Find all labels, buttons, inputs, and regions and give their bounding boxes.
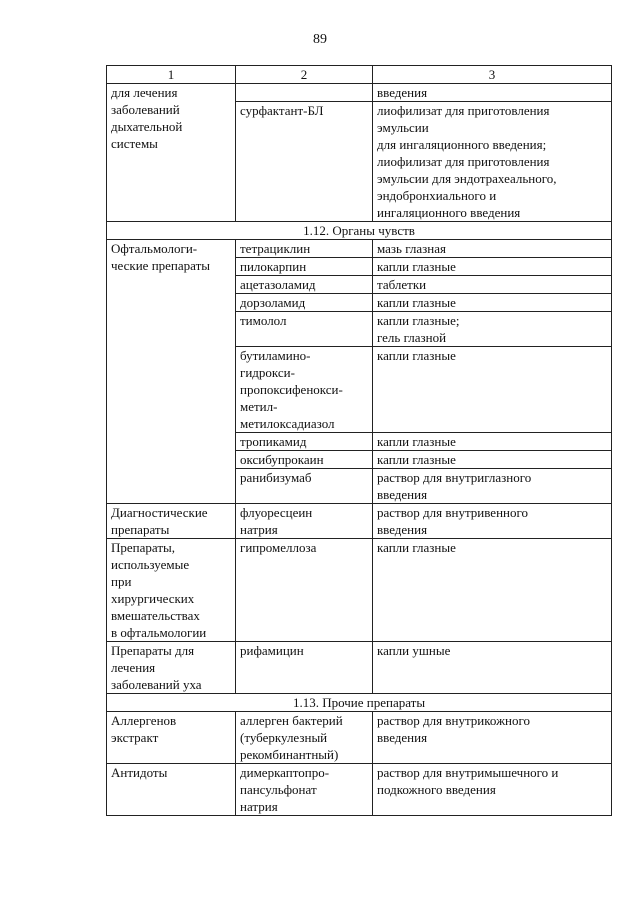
group-cell-line: системы bbox=[111, 136, 158, 151]
table-row bbox=[107, 764, 612, 816]
group-cell-line: заболеваний уха bbox=[111, 677, 202, 692]
form-cell bbox=[373, 102, 612, 222]
form-cell-line: капли глазные bbox=[377, 259, 456, 274]
header-row bbox=[107, 66, 612, 84]
form-cell-line: таблетки bbox=[377, 277, 427, 292]
drug-cell bbox=[236, 84, 373, 102]
drug-cell-line: пансульфонат bbox=[240, 782, 317, 797]
form-cell bbox=[373, 294, 612, 312]
form-cell-line: раствор для внутриглазного bbox=[377, 470, 532, 485]
drug-cell-line: аллерген бактерий bbox=[240, 713, 343, 728]
form-cell bbox=[373, 433, 612, 451]
section-heading: 1.12. Органы чувств bbox=[107, 222, 612, 240]
form-cell-line: ингаляционного введения bbox=[377, 205, 521, 220]
drug-cell-line: оксибупрокаин bbox=[240, 452, 324, 467]
column-header-1: 1 bbox=[107, 66, 236, 84]
form-cell-line: введения bbox=[377, 730, 428, 745]
form-cell-line: эндобронхиального и bbox=[377, 188, 497, 203]
group-cell-line: препараты bbox=[111, 522, 170, 537]
table-row bbox=[107, 712, 612, 764]
drug-table-body bbox=[107, 66, 612, 816]
form-cell-line: капли глазные bbox=[377, 348, 456, 363]
group-cell-line: экстракт bbox=[111, 730, 159, 745]
drug-cell-line: гипромеллоза bbox=[240, 540, 317, 555]
table-row bbox=[107, 240, 612, 258]
form-cell bbox=[373, 312, 612, 347]
table-row bbox=[107, 539, 612, 642]
form-cell-line: введения bbox=[377, 522, 428, 537]
form-cell bbox=[373, 712, 612, 764]
form-cell-line: мазь глазная bbox=[377, 241, 446, 256]
group-cell bbox=[107, 539, 236, 642]
form-cell-line: для ингаляционного введения; bbox=[377, 137, 547, 152]
drug-cell-line: тетрациклин bbox=[240, 241, 311, 256]
form-cell bbox=[373, 469, 612, 504]
form-cell-line: лиофилизат для приготовления bbox=[377, 154, 550, 169]
group-cell bbox=[107, 504, 236, 539]
form-cell-line: капли глазные bbox=[377, 452, 456, 467]
group-cell-line: используемые bbox=[111, 557, 190, 572]
drug-cell bbox=[236, 312, 373, 347]
drug-cell bbox=[236, 276, 373, 294]
group-cell-line: в офтальмологии bbox=[111, 625, 207, 640]
table-row bbox=[107, 642, 612, 694]
table-row bbox=[107, 504, 612, 539]
drug-cell bbox=[236, 539, 373, 642]
form-cell bbox=[373, 347, 612, 433]
drug-cell bbox=[236, 451, 373, 469]
drug-cell-line: пропоксифенокси- bbox=[240, 382, 343, 397]
form-cell-line: капли ушные bbox=[377, 643, 451, 658]
group-cell bbox=[107, 712, 236, 764]
group-cell-line: для лечения bbox=[111, 85, 178, 100]
form-cell bbox=[373, 764, 612, 816]
drug-cell-line: натрия bbox=[240, 522, 278, 537]
column-header-2: 2 bbox=[236, 66, 373, 84]
drug-cell-line: метил- bbox=[240, 399, 278, 414]
form-cell-line: раствор для внутрикожного bbox=[377, 713, 531, 728]
drug-cell bbox=[236, 102, 373, 222]
drug-cell-line: димеркаптопро- bbox=[240, 765, 330, 780]
drug-cell-line: натрия bbox=[240, 799, 278, 814]
group-cell-line: дыхательной bbox=[111, 119, 183, 134]
form-cell bbox=[373, 539, 612, 642]
table-row bbox=[107, 84, 612, 102]
drug-cell bbox=[236, 764, 373, 816]
drug-cell bbox=[236, 347, 373, 433]
drug-cell bbox=[236, 504, 373, 539]
drug-cell bbox=[236, 712, 373, 764]
drug-cell-line: (туберкулезный bbox=[240, 730, 328, 745]
group-cell bbox=[107, 764, 236, 816]
group-cell-line: ческие препараты bbox=[111, 258, 210, 273]
drug-cell bbox=[236, 642, 373, 694]
form-cell bbox=[373, 642, 612, 694]
page-number: 89 bbox=[313, 32, 327, 47]
group-cell-line: Офтальмологи- bbox=[111, 241, 198, 256]
group-cell-line: хирургических bbox=[111, 591, 195, 606]
group-cell-line: Диагностические bbox=[111, 505, 208, 520]
group-cell-line: Антидоты bbox=[111, 765, 168, 780]
form-cell bbox=[373, 276, 612, 294]
form-cell-line: гель глазной bbox=[377, 330, 447, 345]
drug-cell bbox=[236, 258, 373, 276]
form-cell-line: подкожного введения bbox=[377, 782, 496, 797]
group-cell-line: вмешательствах bbox=[111, 608, 200, 623]
drug-cell-line: гидрокси- bbox=[240, 365, 295, 380]
drug-cell bbox=[236, 469, 373, 504]
form-cell bbox=[373, 451, 612, 469]
group-cell-line: Аллергенов bbox=[111, 713, 177, 728]
form-cell bbox=[373, 240, 612, 258]
section-row bbox=[107, 222, 612, 240]
drug-cell bbox=[236, 294, 373, 312]
group-cell-line: при bbox=[111, 574, 132, 589]
drug-cell-line: бутиламино- bbox=[240, 348, 311, 363]
group-cell bbox=[107, 84, 236, 222]
form-cell-line: капли глазные bbox=[377, 295, 456, 310]
drug-cell-line: дорзоламид bbox=[240, 295, 306, 310]
group-cell bbox=[107, 642, 236, 694]
drug-cell-line: метилоксадиазол bbox=[240, 416, 335, 431]
form-cell-line: капли глазные bbox=[377, 540, 456, 555]
section-row bbox=[107, 694, 612, 712]
column-header-3: 3 bbox=[373, 66, 612, 84]
form-cell-line: введения bbox=[377, 85, 428, 100]
form-cell bbox=[373, 504, 612, 539]
drug-cell-line: тропикамид bbox=[240, 434, 307, 449]
drug-cell-line: рифамицин bbox=[240, 643, 304, 658]
form-cell-line: эмульсии для эндотрахеального, bbox=[377, 171, 557, 186]
drug-cell-line: сурфактант-БЛ bbox=[240, 103, 324, 118]
drug-cell bbox=[236, 240, 373, 258]
form-cell-line: эмульсии bbox=[377, 120, 429, 135]
form-cell-line: капли глазные; bbox=[377, 313, 460, 328]
drug-cell-line: рекомбинантный) bbox=[240, 747, 339, 762]
drug-cell-line: ацетазоламид bbox=[240, 277, 316, 292]
group-cell-line: Препараты, bbox=[111, 540, 175, 555]
group-cell-line: Препараты для bbox=[111, 643, 195, 658]
group-cell bbox=[107, 240, 236, 504]
form-cell-line: капли глазные bbox=[377, 434, 456, 449]
form-cell-line: раствор для внутривенного bbox=[377, 505, 528, 520]
drug-cell-line: флуоресцеин bbox=[240, 505, 313, 520]
form-cell-line: раствор для внутримышечного и bbox=[377, 765, 559, 780]
form-cell-line: лиофилизат для приготовления bbox=[377, 103, 550, 118]
drug-table bbox=[106, 65, 612, 816]
form-cell-line: введения bbox=[377, 487, 428, 502]
section-heading: 1.13. Прочие препараты bbox=[107, 694, 612, 712]
drug-cell-line: ранибизумаб bbox=[240, 470, 312, 485]
drug-cell bbox=[236, 433, 373, 451]
group-cell-line: заболеваний bbox=[111, 102, 180, 117]
form-cell bbox=[373, 258, 612, 276]
drug-cell-line: пилокарпин bbox=[240, 259, 307, 274]
group-cell-line: лечения bbox=[111, 660, 156, 675]
drug-cell-line: тимолол bbox=[240, 313, 287, 328]
form-cell bbox=[373, 84, 612, 102]
